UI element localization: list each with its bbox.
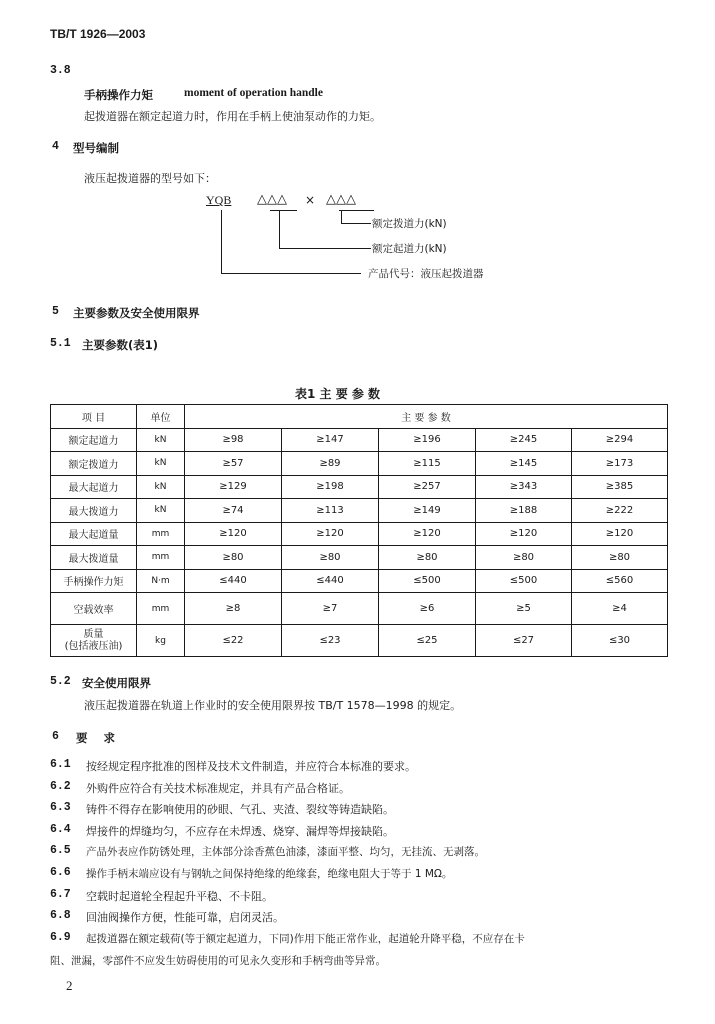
- section-3-8-number: 3.8: [50, 64, 71, 77]
- row-unit: mm: [137, 522, 185, 546]
- section-4-number: 4: [52, 140, 59, 153]
- efficiency-row: [51, 593, 668, 625]
- table-row: [51, 546, 668, 570]
- table-cell: ≥343: [476, 475, 572, 499]
- row-unit: mm: [137, 593, 185, 625]
- table-cell: ≥113: [282, 499, 379, 523]
- mass-label-line1: 质量: [83, 628, 104, 640]
- model-second-group: △△△: [326, 192, 356, 207]
- requirement-number: 6.7: [50, 887, 71, 901]
- table-cell: ≥120: [572, 522, 668, 546]
- table-cell: ≥294: [572, 428, 668, 452]
- row-unit: kN: [137, 452, 185, 476]
- table-cell: ≥57: [185, 452, 282, 476]
- table-row: [51, 522, 668, 546]
- table-cell: ≥196: [379, 428, 476, 452]
- requirement-text: 起拨道器在额定载荷(等于额定起道力，下同)作用下能正常作业，起道轮升降平稳，不应存在卡: [86, 932, 525, 945]
- parameter-table: [50, 404, 668, 657]
- table-cell: ≥120: [282, 522, 379, 546]
- item-6-9-continuation: 阻、泄漏，零部件不应发生妨碍使用的可见永久变形和手柄弯曲等异常。: [50, 955, 386, 967]
- table-cell: ≥6: [379, 593, 476, 625]
- table-row: [51, 499, 668, 523]
- table-cell: ≥120: [185, 522, 282, 546]
- section-3-8-definition: 起拨道器在额定起道力时，作用在手柄上使油泵动作的力矩。: [84, 110, 381, 123]
- table-cell: ≥80: [185, 546, 282, 570]
- connector-h3: [221, 273, 361, 274]
- table-cell: ≤440: [282, 569, 379, 593]
- table-cell: ≥173: [572, 452, 668, 476]
- row-label: 最大起道力: [51, 475, 137, 499]
- requirement-text: 操作手柄末端应设有与钢轨之间保持绝缘的绝缘套，绝缘电阻大于等于 1 MΩ。: [86, 868, 453, 880]
- table-cell: ≤500: [476, 569, 572, 593]
- table-header-row: [51, 405, 668, 429]
- requirement-text: 产品外表应作防锈处理，主体部分涂香蕉色油漆，漆面平整、均匀，无挂流、无剥落。: [86, 846, 485, 859]
- section-5-2-number: 5.2: [50, 675, 71, 688]
- section-5-title: 主要参数及安全使用限界: [73, 306, 200, 320]
- section-5-1-title: 主要参数(表1): [82, 338, 159, 352]
- row-unit: mm: [137, 546, 185, 570]
- requirement-text: 按经规定程序批准的图样及技术文件制造，并应符合本标准的要求。: [86, 760, 416, 773]
- section-5-2-text: 液压起拨道器在轨道上作业时的安全使用限界按 TB/T 1578—1998 的规定。: [84, 699, 462, 712]
- requirement-text: 外购件应符合有关技术标准规定，并具有产品合格证。: [86, 781, 350, 795]
- section-5-2-title: 安全使用限界: [82, 676, 151, 690]
- requirement-text: 铸件不得存在影响使用的砂眼、气孔、夹渣、裂纹等铸造缺陷。: [86, 803, 394, 817]
- table-cell: ≥245: [476, 428, 572, 452]
- table-cell: ≥80: [379, 546, 476, 570]
- section-6-number: 6: [52, 730, 59, 743]
- table-row: [51, 475, 668, 499]
- table-cell: ≤500: [379, 569, 476, 593]
- underline-second-group: [339, 210, 374, 211]
- standard-code: TB/T 1926—2003: [50, 27, 146, 41]
- table-row: [51, 428, 668, 452]
- table-cell: ≥120: [476, 522, 572, 546]
- table-cell: ≤27: [476, 625, 572, 657]
- table-cell: ≤30: [572, 625, 668, 657]
- row-label: 空载效率: [51, 593, 137, 625]
- requirement-text: 焊接件的焊缝均匀，不应存在未焊透、烧穿、漏焊等焊接缺陷。: [86, 824, 394, 838]
- connector-h2: [279, 248, 371, 249]
- header-main-params: 主 要 参 数: [185, 405, 668, 429]
- table-cell: ≥145: [476, 452, 572, 476]
- page-number: 2: [66, 978, 73, 993]
- header-unit: 单位: [137, 405, 185, 429]
- table-cell: ≥8: [185, 593, 282, 625]
- model-times: ×: [305, 193, 316, 207]
- row-label: 额定起道力: [51, 428, 137, 452]
- table-cell: ≥385: [572, 475, 668, 499]
- row-unit: kg: [137, 625, 185, 657]
- table-cell: ≥80: [476, 546, 572, 570]
- table-cell: ≤440: [185, 569, 282, 593]
- section-4-title: 型号编制: [73, 141, 119, 155]
- table-cell: ≥149: [379, 499, 476, 523]
- row-label: 手柄操作力矩: [51, 569, 137, 593]
- row-label: 额定拨道力: [51, 452, 137, 476]
- table-cell: ≥257: [379, 475, 476, 499]
- table-cell: ≥147: [282, 428, 379, 452]
- table-cell: ≥80: [282, 546, 379, 570]
- table-cell: ≥129: [185, 475, 282, 499]
- section-6-title: 要 求: [76, 731, 116, 745]
- table-cell: ≤23: [282, 625, 379, 657]
- row-unit: kN: [137, 475, 185, 499]
- table-cell: ≥115: [379, 452, 476, 476]
- table-cell: ≤22: [185, 625, 282, 657]
- table-cell: ≥80: [572, 546, 668, 570]
- table-cell: ≥5: [476, 593, 572, 625]
- requirement-text: 回油阀操作方便，性能可靠，启闭灵活。: [86, 911, 284, 925]
- section-5-1-number: 5.1: [50, 337, 71, 350]
- requirement-number: 6.2: [50, 779, 71, 793]
- requirement-number: 6.9: [50, 930, 71, 944]
- underline-first-group: [270, 210, 297, 211]
- table-cell: ≤25: [379, 625, 476, 657]
- section-3-8-term-zh: 手柄操作力矩: [84, 88, 153, 102]
- table-cell: ≥198: [282, 475, 379, 499]
- requirement-number: 6.3: [50, 801, 71, 815]
- table-cell: ≥4: [572, 593, 668, 625]
- connector-v1: [341, 210, 342, 224]
- table-cell: ≥74: [185, 499, 282, 523]
- table-cell: ≥222: [572, 499, 668, 523]
- table-cell: ≥120: [379, 522, 476, 546]
- model-prefix: YQB: [206, 193, 232, 207]
- row-unit: kN: [137, 428, 185, 452]
- table-cell: ≥89: [282, 452, 379, 476]
- mass-label-line2: (包括液压油): [64, 640, 123, 652]
- table-caption: 表1 主 要 参 数: [295, 387, 381, 401]
- row-label: [51, 625, 137, 657]
- row-label: 最大起道量: [51, 522, 137, 546]
- row-unit: kN: [137, 499, 185, 523]
- section-4-intro: 液压起拨道器的型号如下：: [84, 172, 216, 185]
- requirement-number: 6.8: [50, 909, 71, 923]
- table-cell: ≥188: [476, 499, 572, 523]
- connector-v3: [221, 210, 222, 274]
- requirement-number: 6.1: [50, 758, 71, 771]
- requirement-number: 6.5: [50, 844, 71, 858]
- model-first-group: △△△: [257, 192, 287, 207]
- connector-v2: [279, 210, 280, 248]
- table-cell: ≥7: [282, 593, 379, 625]
- label-rated-lifting-force: 额定起道力(kN): [372, 243, 447, 255]
- row-label: 最大拨道力: [51, 499, 137, 523]
- row-unit: N·m: [137, 569, 185, 593]
- requirement-number: 6.6: [50, 866, 71, 879]
- label-product-code: 产品代号：液压起拨道器: [368, 268, 484, 280]
- table-row: [51, 452, 668, 476]
- row-label: 最大拨道量: [51, 546, 137, 570]
- table-cell: ≥98: [185, 428, 282, 452]
- table-row: [51, 569, 668, 593]
- requirement-text: 空载时起道轮全程起升平稳、不卡阻。: [86, 889, 273, 903]
- mass-row: [51, 625, 668, 657]
- table-cell: ≤560: [572, 569, 668, 593]
- label-rated-lining-force: 额定拨道力(kN): [372, 218, 447, 230]
- connector-h1: [341, 223, 371, 224]
- header-item: 项 目: [51, 405, 137, 429]
- section-5-number: 5: [52, 305, 59, 318]
- requirement-number: 6.4: [50, 822, 71, 836]
- section-3-8-term-en: moment of operation handle: [184, 87, 323, 99]
